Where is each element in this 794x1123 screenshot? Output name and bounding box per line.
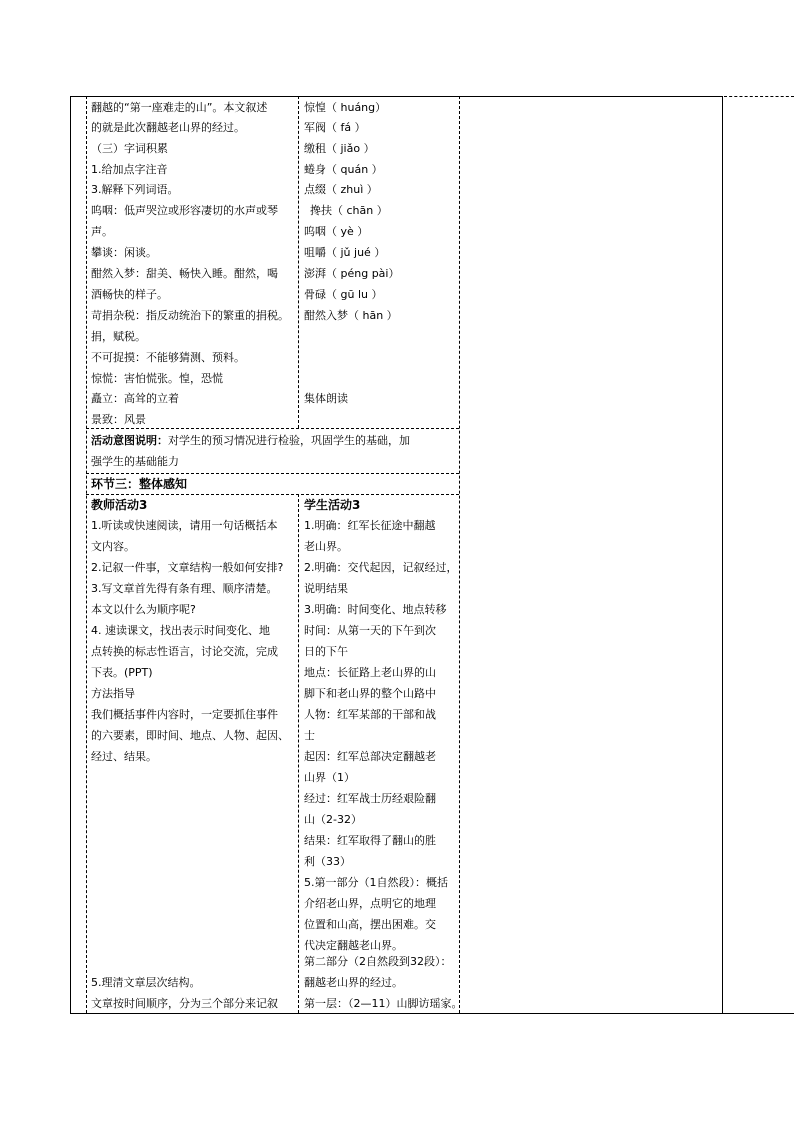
text-line: 攀谈：闲谈。: [91, 246, 157, 259]
text-line: 日的下午: [304, 645, 348, 658]
text-line: 经过：红军战士历经艰险翻: [304, 792, 436, 805]
pinyin-line: 咀嚼（ jǔ jué ）: [304, 246, 386, 259]
margin-top-dashed: [724, 96, 794, 97]
text-line: 文章按时间顺序，分为三个部分来记叙: [91, 997, 278, 1010]
col-sep-1b: [298, 494, 299, 1013]
text-line: 不可捉摸：不能够猜测、预料。: [91, 351, 245, 364]
text-line: 声。: [91, 225, 113, 238]
text-line: 的就是此次翻越老山界的经过。: [91, 121, 245, 134]
text-line: 文内容。: [91, 540, 135, 553]
text-line: 2.记叙一件事，文章结构一般如何安排?: [91, 561, 284, 574]
text-line: 脚下和老山界的整个山路中: [304, 687, 436, 700]
section-title: 环节三：整体感知: [91, 477, 188, 491]
text-line: 人物：红军某部的干部和战: [304, 708, 436, 721]
text-line: 点转换的标志性语言，讨论交流，完成: [91, 645, 278, 658]
row-sep-intent-bottom: [86, 473, 459, 474]
text-line: 酒畅快的样子。: [91, 288, 168, 301]
row-sep-section-bottom: [86, 494, 459, 495]
pinyin-line: 点缀（ zhuì ）: [304, 183, 378, 196]
text-line: 位置和山高，摆出困难。交: [304, 918, 436, 931]
text-line: 我们概括事件内容时，一定要抓住事件: [91, 708, 278, 721]
text-line: 时间：从第一天的下午到次: [304, 624, 436, 637]
text-line: 景致：风景: [91, 413, 146, 426]
text-line: （三）字词积累: [91, 142, 168, 155]
text-line: 第二部分（2自然段到32段）：: [304, 955, 452, 968]
text-line: 1.明确：红军长征途中翻越: [304, 519, 436, 532]
table-right-border: [722, 96, 723, 1013]
text-line: 捐，赋税。: [91, 330, 146, 343]
student-title: 学生活动3: [304, 498, 361, 512]
text-line: 5.第一部分（1自然段）：概括: [304, 876, 448, 889]
text-line: 2.明确：交代起因，记叙经过，: [304, 561, 458, 574]
pinyin-line: 酣然入梦（ hān ）: [304, 309, 398, 322]
row-sep-intent-top: [86, 428, 459, 429]
text-line: 经过、结果。: [91, 750, 157, 763]
text-line: 本文以什么为顺序呢?: [91, 603, 196, 616]
col-sep-1: [298, 96, 299, 428]
text-line: 说明结果: [304, 582, 348, 595]
text-line: 惊慌：害怕慌张。惶，恐慌: [91, 372, 223, 385]
text-line: 下表。(PPT): [91, 666, 153, 679]
intent-label: 活动意图说明：: [91, 434, 168, 447]
text-line: 代决定翻越老山界。: [304, 939, 403, 952]
pinyin-line: 惊惶（ huáng）: [304, 101, 387, 114]
text-line: 地点：长征路上老山界的山: [304, 666, 436, 679]
text-line: 3.写文章首先得有条有理、顺序清楚。: [91, 582, 278, 595]
pinyin-line: 骨碌（ gū lu ）: [304, 288, 383, 301]
text-line: 酣然入梦：甜美、畅快入睡。酣然，喝: [91, 267, 278, 280]
text-line: 山（2-32）: [304, 813, 362, 826]
intent-text: 对学生的预习情况进行检验，巩固学生的基础，加: [168, 434, 410, 447]
text-line: 3.解释下列词语。: [91, 183, 179, 196]
text-line: 翻越老山界的经过。: [304, 976, 403, 989]
intent-text-2: 强学生的基础能力: [91, 455, 179, 468]
text-line: 翻越的“第一座难走的山”。本文叙述: [91, 101, 268, 114]
text-line: 呜咽：低声哭泣或形容凄切的水声或琴: [91, 204, 278, 217]
inner-left-dashed: [86, 96, 87, 1013]
pinyin-line: 蜷身（ quán ）: [304, 163, 383, 176]
text-line: 3.明确：时间变化、地点转移: [304, 603, 447, 616]
text-line: 4. 速读课文，找出表示时间变化、地: [91, 624, 270, 637]
text-line: 老山界。: [304, 540, 348, 553]
group-reading: 集体朗读: [304, 392, 348, 405]
pinyin-line: 军阀（ fá ）: [304, 121, 366, 134]
text-line: 1.听读或快速阅读，请用一句话概括本: [91, 519, 278, 532]
text-line: 的六要素，即时间、地点、人物、起因、: [91, 729, 289, 742]
table-left-border: [70, 96, 71, 1013]
col-sep-2: [459, 96, 460, 1013]
table-bottom-border: [70, 1013, 794, 1014]
text-line: 矗立：高耸的立着: [91, 392, 179, 405]
text-line: 结果：红军取得了翻山的胜: [304, 834, 436, 847]
pinyin-line: 搀扶（ chān ）: [310, 204, 388, 217]
text-line: 5.理清文章层次结构。: [91, 976, 201, 989]
text-line: 利（33）: [304, 855, 351, 868]
table-top-border: [70, 96, 722, 97]
text-line: 起因：红军总部决定翻越老: [304, 750, 436, 763]
text-line: 方法指导: [91, 687, 135, 700]
text-line: 苛捐杂税：指反动统治下的繁重的捐税。: [91, 309, 289, 322]
teacher-title: 教师活动3: [91, 498, 148, 512]
pinyin-line: 缴租（ jiǎo ）: [304, 142, 375, 155]
text-line: 介绍老山界，点明它的地理: [304, 897, 436, 910]
text-line: 山界（1）: [304, 771, 355, 784]
text-line: 1.给加点字注音: [91, 163, 168, 176]
pinyin-line: 澎湃（ péng pài）: [304, 267, 400, 280]
pinyin-line: 呜咽（ yè ）: [304, 225, 369, 238]
text-line: 第一层：（2—11）山脚访瑶家。: [304, 997, 463, 1010]
text-line: 士: [304, 729, 315, 742]
